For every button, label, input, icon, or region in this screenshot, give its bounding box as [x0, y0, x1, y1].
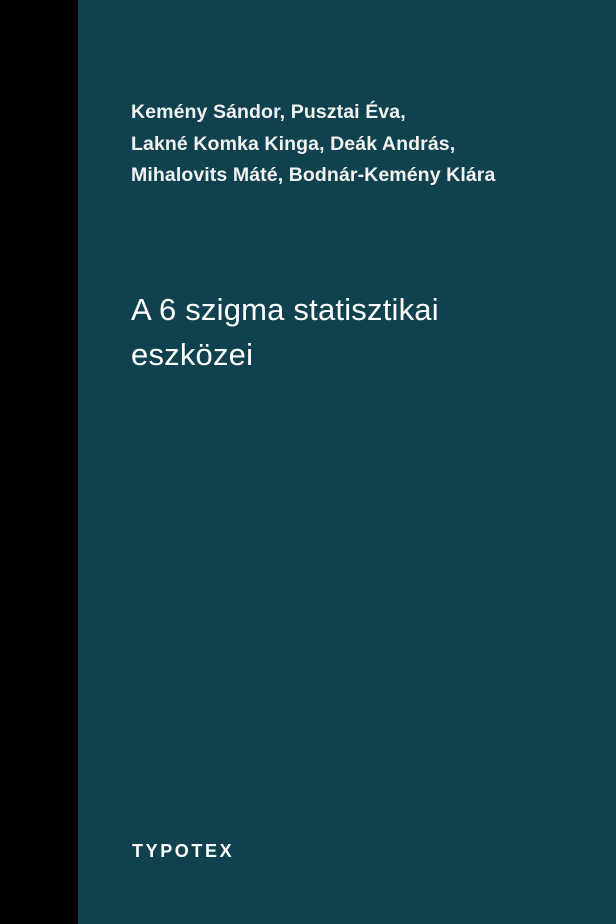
- cover-content: [78, 0, 616, 924]
- publisher-logo: TYPOTEX: [132, 841, 235, 861]
- book-title: [131, 288, 601, 378]
- author-list: [131, 97, 611, 192]
- author-line-2: Lakné Komka Kinga, Deák András,: [131, 132, 456, 155]
- cover-spine: [0, 0, 78, 924]
- book-title-line-1: A 6 szigma statisztikai: [131, 292, 439, 327]
- book-title-line-2: eszközei: [131, 336, 254, 372]
- author-line-1: Kemény Sándor, Pusztai Éva,: [131, 101, 406, 123]
- author-line-3: Mihalovits Máté, Bodnár-Kemény Klára: [131, 164, 496, 187]
